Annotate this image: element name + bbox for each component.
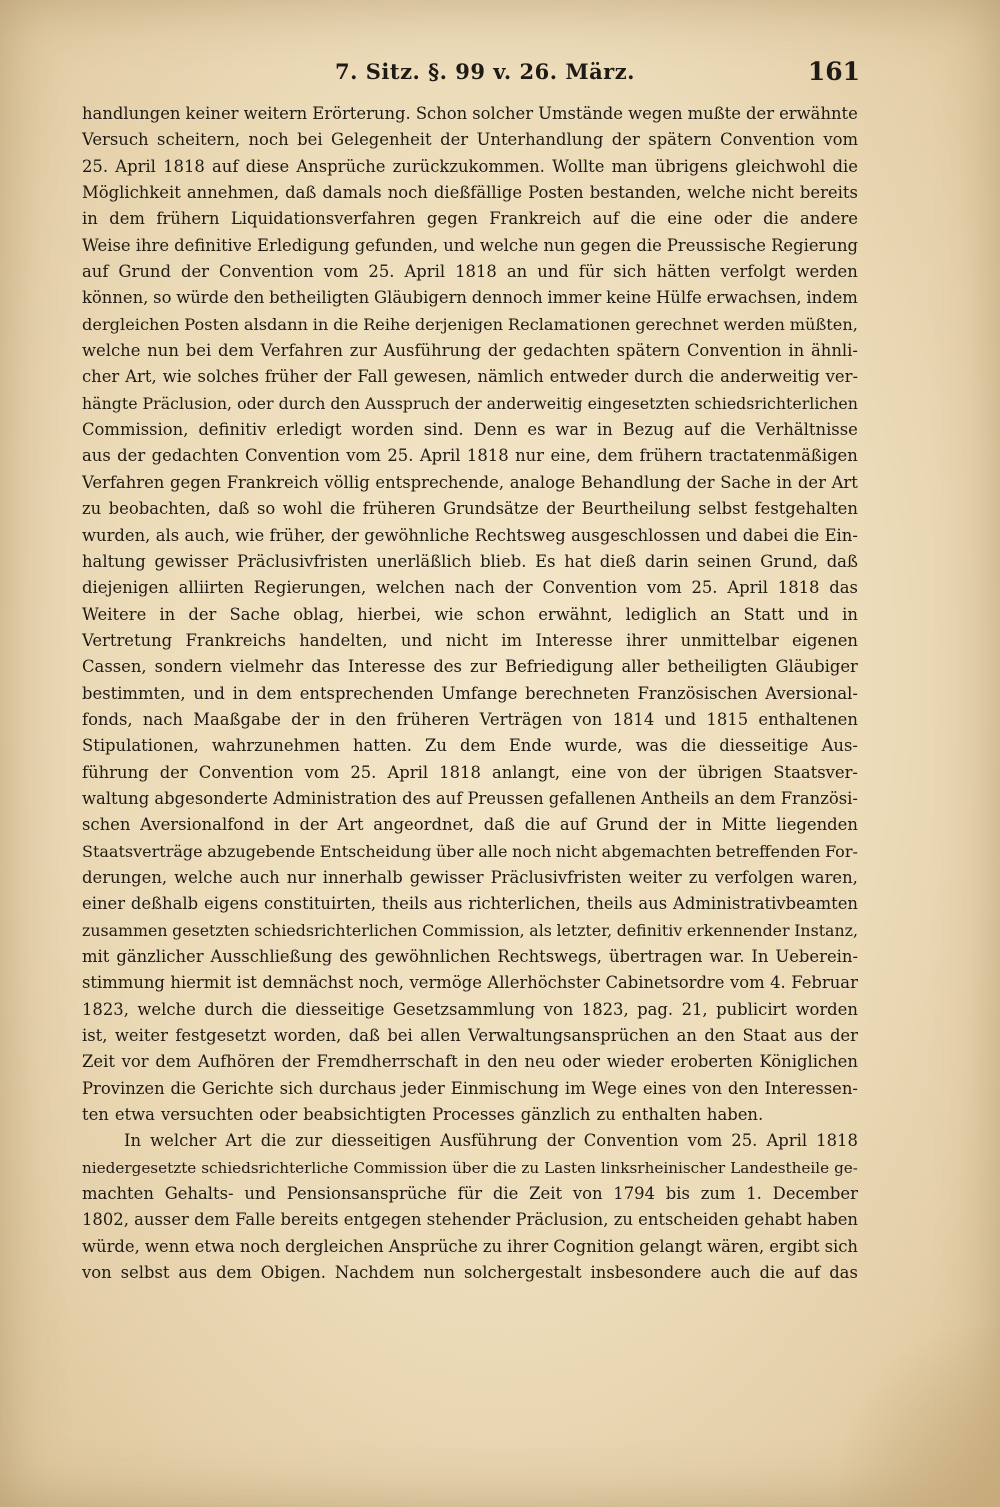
text-line: Weise ihre definitive Erledigung gefunden, und welche nun gegen die Preussische Regierung (82, 235, 858, 255)
text-line: 25. April 1818 auf diese Ansprüche zurückzukommen. Wollte man übrigens gleichwohl die (82, 156, 858, 176)
text-line: 1802, ausser dem Falle bereits entgegen stehender Präclusion, zu entscheiden gehabt haben (82, 1210, 858, 1230)
text-line: Verfahren gegen Frankreich völlig entsprechende, analoge Behandlung der Sache in der Art (82, 472, 858, 492)
page-stain (840, 1327, 1000, 1507)
text-line: bestimmten, und in dem entsprechenden Umfange berechneten Französischen Aversional- (82, 683, 858, 703)
text-line: schen Aversionalfond in der Art angeordnet, daß die auf Grund der in Mitte liegenden (82, 815, 858, 835)
page-header (80, 55, 860, 95)
text-line: zusammen gesetzten schiedsrichterlichen Commission, als letzter, definitiv erkennender Instanz, (82, 920, 858, 940)
text-line: welche nun bei dem Verfahren zur Ausführung der gedachten spätern Convention in ähnli- (82, 341, 858, 361)
text-line: dergleichen Posten alsdann in die Reihe derjenigen Reclamationen gerechnet werden müßten, (82, 314, 858, 334)
text-line: in dem frühern Liquidationsverfahren gegen Frankreich auf die eine oder die andere (82, 209, 858, 229)
paragraph (82, 1128, 858, 1286)
text-line: Versuch scheitern, noch bei Gelegenheit der Unterhandlung der spätern Convention vom (82, 130, 858, 150)
text-line: niedergesetzte schiedsrichterliche Commission über die zu Lasten linksrheinischer Landestheile ge- (82, 1158, 858, 1177)
text-line: Cassen, sondern vielmehr das Interesse des zur Befriedigung aller betheiligten Gläubiger (82, 657, 858, 677)
text-line: einer deßhalb eigens constituirten, theils aus richterlichen, theils aus Administrativbeamten (82, 894, 858, 914)
text-line: Staatsverträge abzugebende Entscheidung über alle noch nicht abgemachten betreffenden For- (82, 841, 858, 861)
text-line: aus der gedachten Convention vom 25. April 1818 nur eine, dem frühern tractatenmäßigen (82, 446, 858, 466)
text-line: Möglichkeit annehmen, daß damals noch dießfällige Posten bestanden, welche nicht bereits (82, 183, 858, 203)
page-number: 161 (807, 57, 860, 86)
running-head: 7. Sitz. §. 99 v. 26. März. (335, 59, 635, 84)
text-line: In welcher Art die zur diesseitigen Ausführung der Convention vom 25. April 1818 (124, 1131, 858, 1151)
text-line: stimmung hiermit ist demnächst noch, vermöge Allerhöchster Cabinetsordre vom 4. Februar (82, 973, 858, 993)
text-line: können, so würde den betheiligten Gläubigern dennoch immer keine Hülfe erwachsen, indem (82, 288, 858, 308)
text-line: Zeit vor dem Aufhören der Fremdherrschaft in den neu oder wieder eroberten Königlichen (82, 1052, 858, 1072)
text-line: Weitere in der Sache oblag, hierbei, wie schon erwähnt, lediglich an Statt und in (82, 604, 858, 624)
text-line: machten Gehalts- und Pensionsansprüche für die Zeit von 1794 bis zum 1. December (82, 1184, 858, 1204)
text-line: haltung gewisser Präclusivfristen unerläßlich blieb. Es hat dieß darin seinen Grund, daß (82, 551, 858, 571)
text-line: von selbst aus dem Obigen. Nachdem nun solchergestalt insbesondere auch die auf das (82, 1263, 858, 1283)
text-line: ten etwa versuchten oder beabsichtigten Processes gänzlich zu enthalten haben. (82, 1105, 764, 1125)
text-line: Provinzen die Gerichte sich durchaus jeder Einmischung im Wege eines von den Interessen- (82, 1078, 858, 1098)
text-line: diejenigen alliirten Regierungen, welchen nach der Convention vom 25. April 1818 das (82, 578, 858, 598)
text-line: auf Grund der Convention vom 25. April 1818 an und für sich hätten verfolgt werden (82, 262, 858, 282)
text-line: fonds, nach Maaßgabe der in den früheren Verträgen von 1814 und 1815 enthaltenen (82, 709, 858, 729)
text-line: würde, wenn etwa noch dergleichen Ansprüche zu ihrer Cognition gelangt wären, ergibt sich (82, 1236, 858, 1256)
text-line: waltung abgesonderte Administration des auf Preussen gefallenen Antheils an dem Französi- (82, 788, 858, 808)
paragraph (82, 101, 858, 1128)
text-line: ist, weiter festgesetzt worden, daß bei allen Verwaltungsansprüchen an den Staat aus der (82, 1026, 858, 1046)
text-line: führung der Convention vom 25. April 1818 anlangt, eine von der übrigen Staatsver- (82, 762, 858, 782)
text-line: 1823, welche durch die diesseitige Gesetzsammlung von 1823, pag. 21, publicirt worden (82, 999, 858, 1019)
text-line: mit gänzlicher Ausschließung des gewöhnlichen Rechtswegs, übertragen war. In Ueberein- (82, 947, 858, 966)
text-line: Commission, definitiv erledigt worden sind. Denn es war in Bezug auf die Verhältnisse (82, 420, 858, 440)
text-line: hängte Präclusion, oder durch den Ausspruch der anderweitig eingesetzten schiedsrichterlichen (82, 393, 858, 413)
text-line: cher Art, wie solches früher der Fall gewesen, nämlich entweder durch die anderweitig ver- (82, 367, 858, 387)
body-text (82, 101, 858, 1286)
text-line: wurden, als auch, wie früher, der gewöhnliche Rechtsweg ausgeschlossen und dabei die Ein- (82, 525, 858, 545)
text-line: zu beobachten, daß so wohl die früheren Grundsätze der Beurtheilung selbst festgehalten (82, 499, 858, 519)
text-line: derungen, welche auch nur innerhalb gewisser Präclusivfristen weiter zu verfolgen waren, (82, 867, 858, 887)
text-line: handlungen keiner weitern Erörterung. Schon solcher Umstände wegen mußte der erwähnte (82, 104, 858, 123)
text-line: Vertretung Frankreichs handelten, und nicht im Interesse ihrer unmittelbar eigenen (82, 630, 858, 650)
text-line: Stipulationen, wahrzunehmen hatten. Zu dem Ende wurde, was die diesseitige Aus- (82, 736, 858, 756)
